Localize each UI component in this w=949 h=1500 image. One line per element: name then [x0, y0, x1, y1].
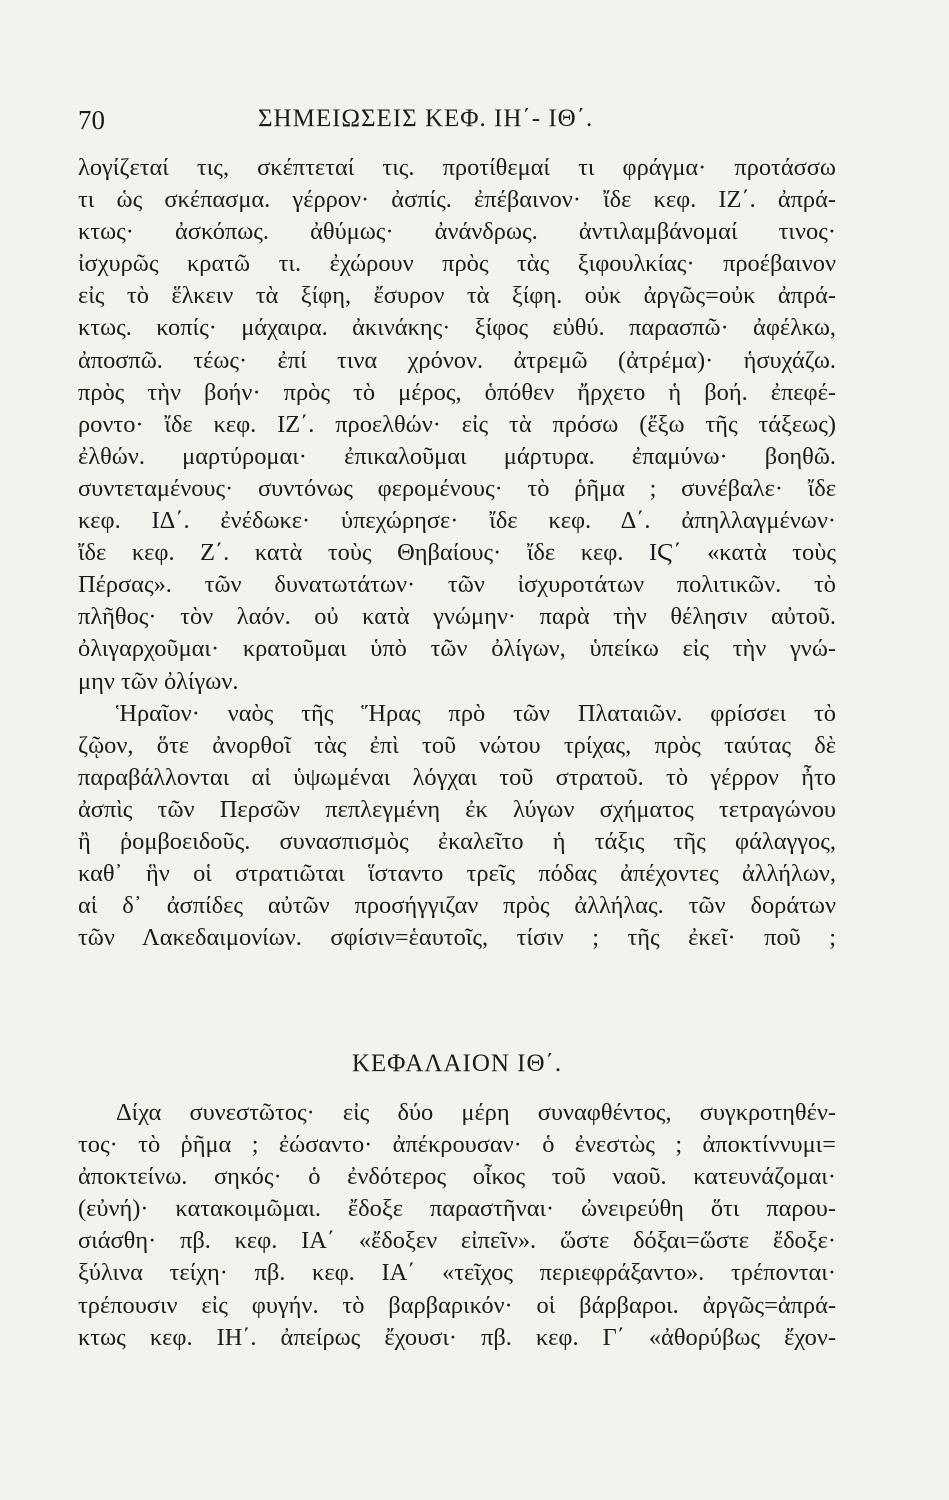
text-line: (εὐνή)· κατακοιμῶμαι. ἔδοξε παραστῆναι· ὠνειρεύθη ὅτι παρου-: [78, 1195, 836, 1223]
text-line: τος· τὸ ῥῆμα ; ἐώσαντο· ἀπέκρουσαν· ὁ ἐνεστὼς ; ἀποκτίννυμι=: [78, 1131, 836, 1159]
chapter-heading: ΚΕΦΑΛΑΙΟΝ ΙΘ΄.: [351, 1050, 563, 1077]
text-line: μην τῶν ὀλίγων.: [78, 667, 239, 695]
text-line: ἴδε κεφ. Ζ΄. κατὰ τοὺς Θηβαίους· ἴδε κεφ. ΙϚ΄ «κατὰ τοὺς: [78, 539, 836, 567]
text-line: σιάσθη· πβ. κεφ. ΙΑ΄ «ἔδοξεν εἰπεῖν». ὥστε δόξαι=ὥστε ἔδοξε·: [78, 1227, 836, 1255]
text-line: ἀποσπῶ. τέως· ἐπί τινα χρόνον. ἀτρεμῶ (ἀτρέμα)· ἡσυχάζω.: [78, 346, 836, 374]
text-line: τι ὡς σκέπασμα. γέρρον· ἀσπίς. ἐπέβαινον· ἴδε κεφ. ΙΖ΄. ἀπρά-: [78, 186, 836, 214]
text-line: κτως. κοπίς· μάχαιρα. ἀκινάκης· ξίφος εὐθύ. παρασπῶ· ἀφέλκω,: [78, 314, 836, 342]
text-line: εἰς τὸ ἕλκειν τὰ ξίφη, ἔσυρον τὰ ξίφη. οὐκ ἀργῶς=οὐκ ἀπρά-: [78, 282, 836, 310]
notes-body: [78, 152, 836, 954]
text-line: καθ᾽ ἣν οἱ στρατιῶται ἵσταντο τρεῖς πόδας ἀπέχοντες ἀλλήλων,: [78, 860, 836, 888]
text-line: τρέπουσιν εἰς φυγήν. τὸ βαρβαρικόν· οἱ βάρβαροι. ἀργῶς=ἀπρά-: [78, 1291, 836, 1319]
running-head: ΣΗΜΕΙΩΣΕΙΣ ΚΕΦ. ΙΗ΄- ΙΘ΄.: [258, 105, 594, 132]
text-line: αἱ δ᾽ ἀσπίδες αὐτῶν προσήγγιζαν πρὸς ἀλλήλας. τῶν δοράτων: [78, 892, 836, 920]
text-line: ροντο· ἴδε κεφ. ΙΖ΄. προελθών· εἰς τὰ πρόσω (ἔξω τῆς τάξεως): [78, 410, 836, 438]
text-line: ἀποκτείνω. σηκός· ὁ ἐνδότερος οἶκος τοῦ ναοῦ. κατευνάζομαι·: [78, 1163, 836, 1191]
text-line: κτως κεφ. ΙΗ΄. ἀπείρως ἔχουσι· πβ. κεφ. Γ΄ «ἀθορύβως ἔχον-: [78, 1323, 836, 1351]
page-header: [78, 105, 838, 145]
text-line: ζῷον, ὅτε ἀνορθοῖ τὰς ἐπὶ τοῦ νώτου τρίχας, πρὸς ταύτας δὲ: [78, 731, 836, 759]
text-line: ξύλινα τείχη· πβ. κεφ. ΙΑ΄ «τεῖχος περιεφράξαντο». τρέπονται·: [78, 1259, 836, 1287]
chapter-body: [78, 1097, 836, 1354]
text-line: τῶν Λακεδαιμονίων. σφίσιν=ἑαυτοῖς, τίσιν ; τῆς ἐκεῖ· ποῦ ;: [78, 924, 836, 952]
text-line: ὀλιγαρχοῦμαι· κρατοῦμαι ὑπὸ τῶν ὀλίγων, ὑπείκω εἰς τὴν γνώ-: [78, 635, 836, 663]
text-line: κτως· ἀσκόπως. ἀθύμως· ἀνάνδρως. ἀντιλαμβάνομαί τινος·: [78, 218, 836, 246]
text-line: Πέρσας». τῶν δυνατωτάτων· τῶν ἰσχυροτάτων πολιτικῶν. τὸ: [78, 571, 836, 599]
page-number: 70: [78, 105, 105, 135]
text-line: κεφ. ΙΔ΄. ἐνέδωκε· ὑπεχώρησε· ἴδε κεφ. Δ΄. ἀπηλλαγμένων·: [78, 507, 836, 535]
text-line: λογίζεταί τις, σκέπτεταί τις. προτίθεμαί τι φράγμα· προτάσσω: [78, 154, 836, 181]
text-line: ἀσπὶς τῶν Περσῶν πεπλεγμένη ἐκ λύγων σχήματος τετραγώνου: [78, 795, 836, 823]
text-line: ἰσχυρῶς κρατῶ τι. ἐχώρουν πρὸς τὰς ξιφουλκίας· προέβαινον: [78, 250, 836, 278]
text-line: Ἡραῖον· ναὸς τῆς Ἥρας πρὸ τῶν Πλαταιῶν. φρίσσει τὸ: [116, 699, 836, 727]
text-line: ἢ ῥομβοειδοῦς. συνασπισμὸς ἐκαλεῖτο ἡ τάξις τῆς φάλαγγος,: [78, 827, 836, 855]
text-line: Δίχα συνεστῶτος· εἰς δύο μέρη συναφθέντος, συγκροτηθέν-: [116, 1099, 836, 1126]
text-line: συντεταμένους· συντόνως φερομένους· τὸ ῥῆμα ; συνέβαλε· ἴδε: [78, 474, 836, 502]
text-line: πρὸς τὴν βοήν· πρὸς τὸ μέρος, ὁπόθεν ἤρχετο ἡ βοή. ἐπεφέ-: [78, 378, 836, 406]
text-line: παραβάλλονται αἱ ὑψωμέναι λόγχαι τοῦ στρατοῦ. τὸ γέρρον ἦτο: [78, 763, 836, 791]
text-line: ἐλθών. μαρτύρομαι· ἐπικαλοῦμαι μάρτυρα. ἐπαμύνω· βοηθῶ.: [78, 442, 836, 470]
text-line: πλῆθος· τὸν λαόν. οὐ κατὰ γνώμην· παρὰ τὴν θέλησιν αὐτοῦ.: [78, 603, 836, 631]
